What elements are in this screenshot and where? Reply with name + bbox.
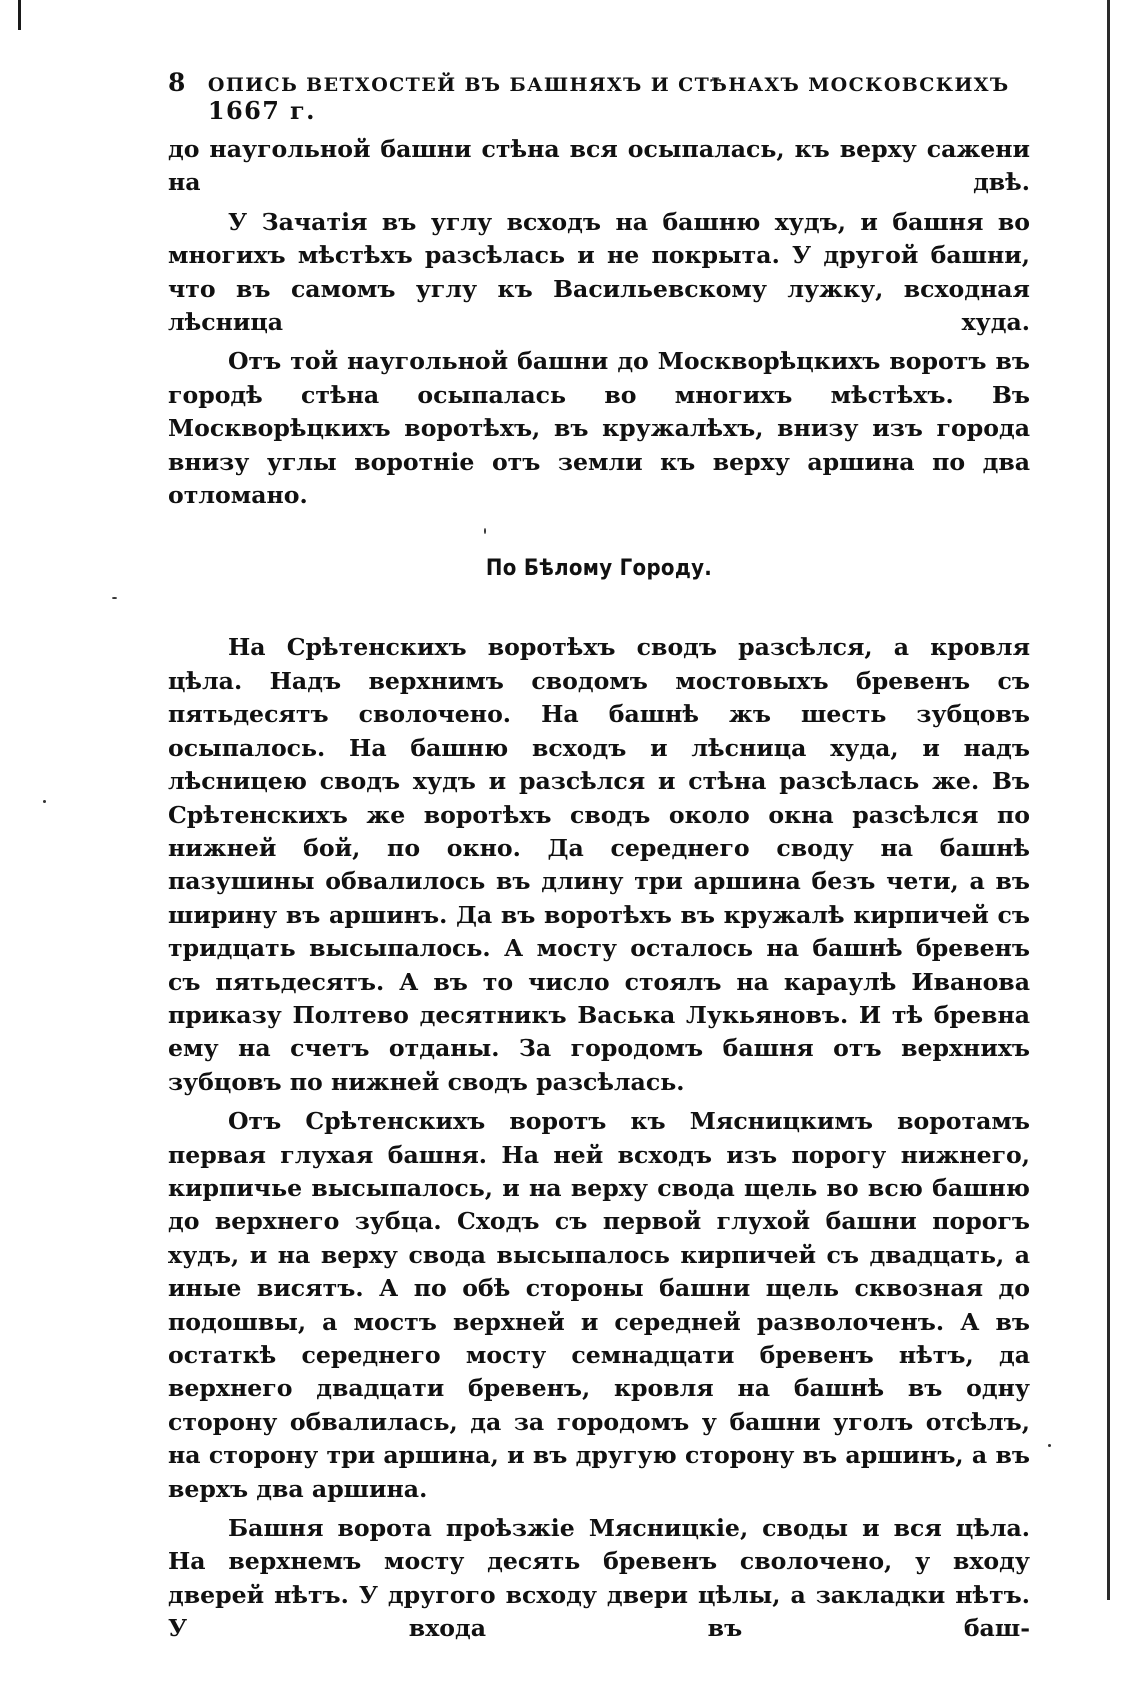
paragraph: Башня ворота проѣзжіе Мясницкіе, своды и вся цѣла. На верхнемъ мосту десять бревенъ сволочено, у входу дверей нѣтъ. У другого всходу двери цѣлы, а закладки нѣтъ. У входа въ баш- <box>168 1514 1030 1643</box>
paragraph: Отъ Срѣтенскихъ воротъ къ Мясницкимъ воротамъ первая глухая башня. На ней всходъ изъ порогу нижнего, кирпичье высыпалось, и на верху свода щель во всю башню до верхнего зубца. Сходъ съ первой глухой башни порогъ худъ, и на верху свода высыпалось кирпичей съ двадцать, а иные висятъ. А по обѣ стороны башни щель сквозная до подошвы, а мостъ верхней и середней разволоченъ. А въ остаткѣ середнего мосту семнадцати бревенъ нѣтъ, да верхнего двадцати бревенъ, кровля на башнѣ въ одну сторону обвалилась, да за городомъ у башни уголъ отсѣлъ, на сторону три аршина, и въ другую сторону въ аршинъ, а въ верхъ два аршина. <box>168 1107 1030 1503</box>
running-title-year: 1667 г. <box>207 96 316 125</box>
scan-speck <box>484 528 486 534</box>
scan-edge-right <box>1107 0 1110 1600</box>
page-body <box>168 133 1030 1646</box>
running-header <box>168 68 1028 125</box>
paragraph: до наугольной башни стѣна вся осыпалась, къ верху сажени на двѣ. <box>168 135 1030 197</box>
paragraph: На Срѣтенскихъ воротѣхъ сводъ разсѣлся, а кровля цѣла. Надъ верхнимъ сводомъ мостовыхъ бревенъ съ пятьдесятъ сволочено. На башнѣ жъ шесть зубцовъ осыпалось. На башню всходъ и лѣсница худа, и надъ лѣсницею сводъ худъ и разсѣлся и стѣна разсѣлась же. Въ Срѣтенскихъ же воротѣхъ сводъ около окна разсѣлся по нижней бой, по окно. Да середнего своду на башнѣ пазушины обвалилось въ длину три аршина безъ чети, а въ ширину въ аршинъ. Да въ воротѣхъ въ кружалѣ кирпичей съ тридцать высыпалось. А мосту осталось на башнѣ бревенъ съ пятьдесятъ. А въ то число стоялъ на караулѣ Иванова приказу Полтево десятникъ Васька Лукьяновъ. И тѣ бревна ему на счетъ отданы. За городомъ башня отъ верхнихъ зубцовъ по нижней сводъ разсѣлась. <box>168 633 1030 1096</box>
running-title <box>208 74 1028 125</box>
scan-speck <box>1048 1444 1051 1447</box>
page-number: 8 <box>168 68 186 97</box>
running-title-text: ОПИСЬ ВЕТХОСТЕЙ ВЪ БАШНЯХЪ И СТѢНАХЪ МОСКОВСКИХЪ <box>207 74 1010 96</box>
scan-speck <box>112 597 117 599</box>
paragraph: Отъ той наугольной башни до Москворѣцкихъ воротъ въ городѣ стѣна осыпалась во многихъ мѣстѣхъ. Въ Москворѣцкихъ воротѣхъ, въ кружалѣхъ, внизу изъ города внизу углы воротніе отъ земли къ верху аршина по два отломано. <box>168 347 1030 510</box>
paragraph: У Зачатія въ углу всходъ на башню худъ, и башня во многихъ мѣстѣхъ разсѣлась и не покрыта. У другой башни, что въ самомъ углу къ Васильевскому лужку, всходная лѣсница худа. <box>168 207 1030 337</box>
scan-edge-left <box>18 0 21 30</box>
section-heading: По Бѣлому Городу. <box>485 556 713 582</box>
scan-speck <box>43 800 46 803</box>
